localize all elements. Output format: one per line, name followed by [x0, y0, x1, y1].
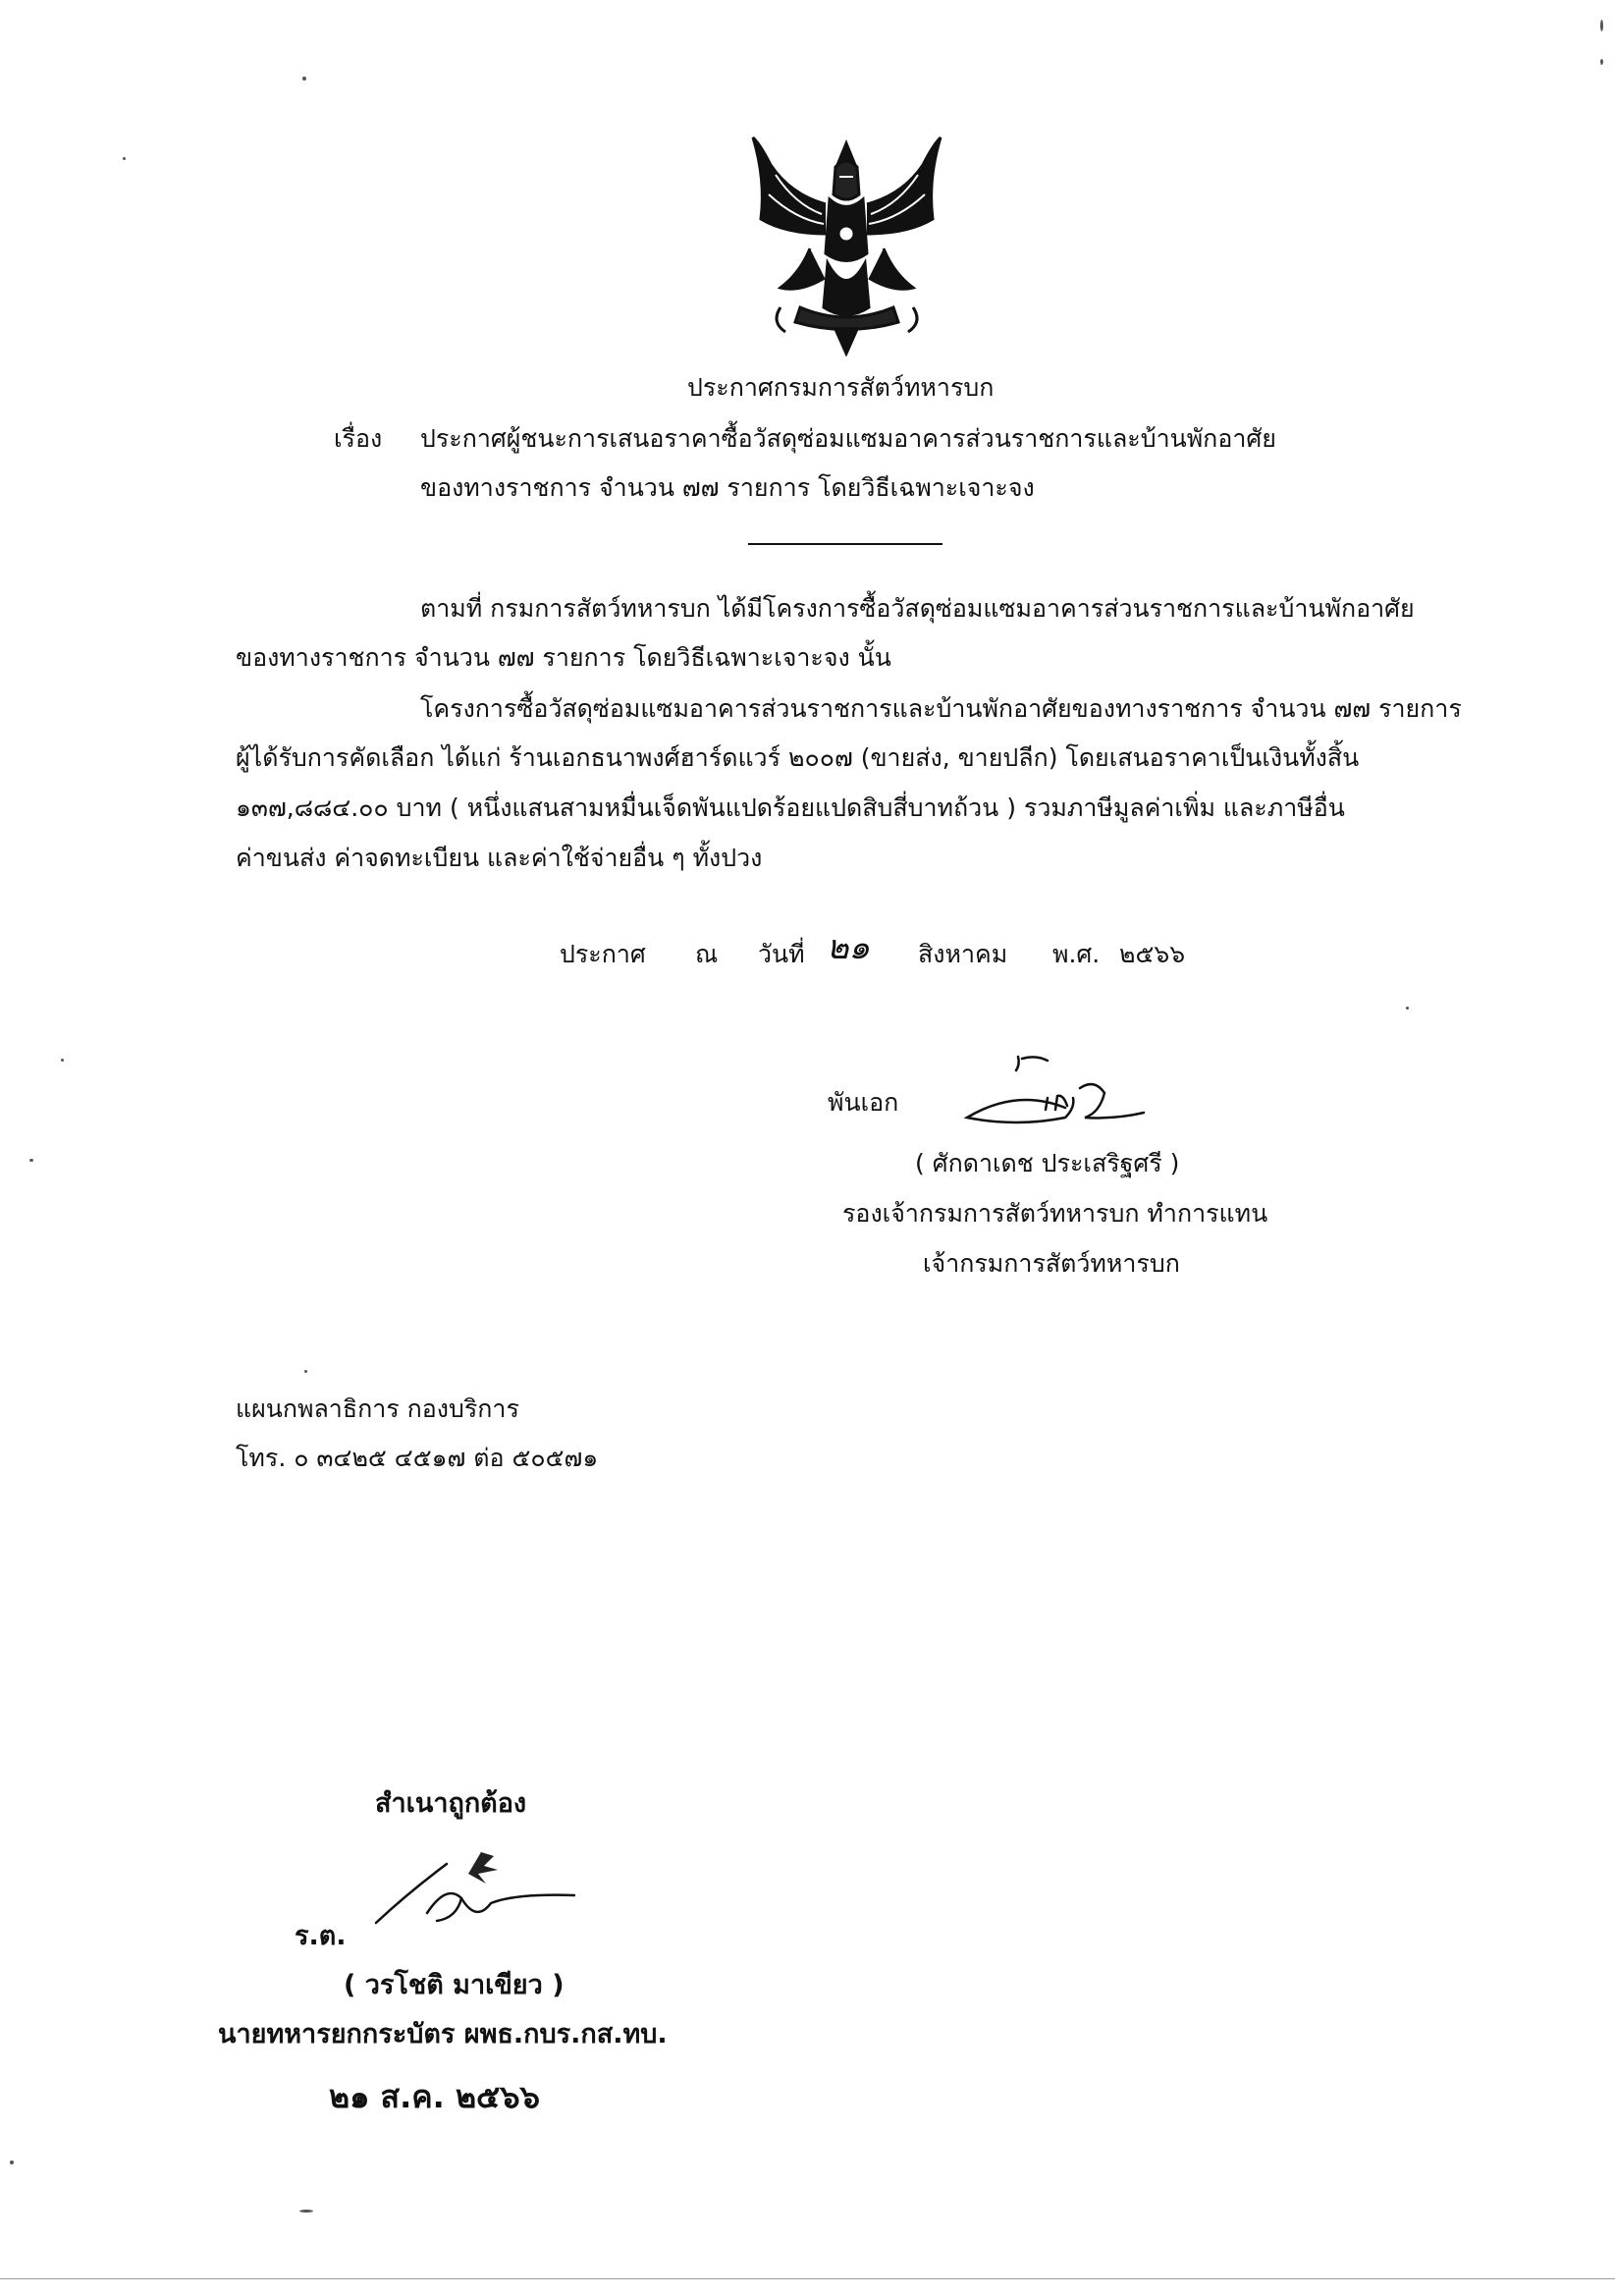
certification-date: ๒๑ ส.ค. ๒๕๖๖ — [329, 2078, 540, 2115]
announce-at: ณ — [695, 940, 719, 968]
signatory-position-2: เจ้ากรมการสัตว์ทหารบก — [923, 1249, 1180, 1278]
paragraph-2-line-2: ผู้ได้รับการคัดเลือก ได้แก่ ร้านเอกธนาพงศ์ฮาร์ดแวร์ ๒๐๐๗ (ขายส่ง, ขายปลีก) โดยเสนอราคาเป็นเงินทั้งสิ้น — [236, 743, 1360, 772]
scan-speck — [29, 1159, 33, 1162]
handwritten-signature — [957, 1049, 1154, 1137]
announce-month: สิงหาคม — [918, 940, 1008, 968]
announce-year-prefix: พ.ศ. — [1052, 940, 1101, 968]
divider — [748, 543, 942, 545]
scan-speck — [304, 1370, 307, 1373]
garuda-emblem-icon — [741, 126, 952, 356]
certifier-name: ( วรโชติ มาเขียว ) — [344, 1970, 565, 2000]
signatory-position-1: รองเจ้ากรมการสัตว์ทหารบก ทำการแทน — [842, 1199, 1268, 1228]
scan-speck — [1406, 1007, 1409, 1010]
contact-department: แผนกพลาธิการ กองบริการ — [236, 1394, 519, 1423]
subject-label: เรื่อง — [334, 424, 383, 453]
certifier-signature — [368, 1844, 584, 1942]
certified-copy-title: สำเนาถูกต้อง — [375, 1788, 527, 1819]
paragraph-1-line-1: ตามที่ กรมการสัตว์ทหารบก ได้มีโครงการซื้อวัสดุซ่อมแซมอาคารส่วนราชการและบ้านพักอาศัย — [420, 594, 1415, 623]
subject-line-2: ของทางราชการ จำนวน ๗๗ รายการ โดยวิธีเฉพาะเจาะจง — [420, 473, 1035, 502]
signatory-name: ( ศักดาเดช ประเสริฐศรี ) — [915, 1149, 1180, 1177]
scan-speck — [61, 1059, 64, 1062]
paragraph-2-line-1: โครงการซื้อวัสดุซ่อมแซมอาคารส่วนราชการและบ้านพักอาศัยของทางราชการ จำนวน ๗๗ รายการ — [420, 694, 1462, 723]
certifier-rank: ร.ต. — [295, 1921, 347, 1951]
announce-year: ๒๕๖๖ — [1119, 940, 1186, 968]
contact-phone: โทร. ๐ ๓๔๒๕ ๔๕๑๗ ต่อ ๕๐๕๗๑ — [236, 1444, 599, 1472]
paragraph-2-line-3: ๑๓๗,๘๘๔.๐๐ บาท ( หนึ่งแสนสามหมื่นเจ็ดพันแปดร้อยแปดสิบสี่บาทถ้วน ) รวมภาษีมูลค่าเพิ่ม และภาษีอื่น — [236, 793, 1345, 822]
announce-day-label: วันที่ — [758, 940, 805, 968]
announcement-title: ประกาศกรมการสัตว์ทหารบก — [687, 373, 995, 402]
paragraph-2-line-4: ค่าขนส่ง ค่าจดทะเบียน และค่าใช้จ่ายอื่น ๆ ทั้งปวง — [236, 844, 763, 872]
announce-day: ๒๑ — [827, 928, 870, 967]
signatory-rank: พันเอก — [828, 1088, 899, 1117]
scan-speck — [1600, 59, 1603, 65]
scan-edge-line — [0, 2278, 1615, 2279]
subject-line-1: ประกาศผู้ชนะการเสนอราคาซื้อวัสดุซ่อมแซมอาคารส่วนราชการและบ้านพักอาศัย — [420, 424, 1276, 453]
scan-speck — [10, 2160, 14, 2164]
scan-speck — [299, 2210, 313, 2213]
scan-speck — [302, 77, 306, 81]
scan-speck — [123, 157, 126, 160]
certifier-position: นายทหารยกกระบัตร ผพธ.กบร.กส.ทบ. — [218, 2019, 668, 2050]
paragraph-1-line-2: ของทางราชการ จำนวน ๗๗ รายการ โดยวิธีเฉพาะเจาะจง นั้น — [236, 643, 891, 672]
announce-label: ประกาศ — [560, 940, 646, 968]
scan-speck — [1600, 20, 1603, 31]
